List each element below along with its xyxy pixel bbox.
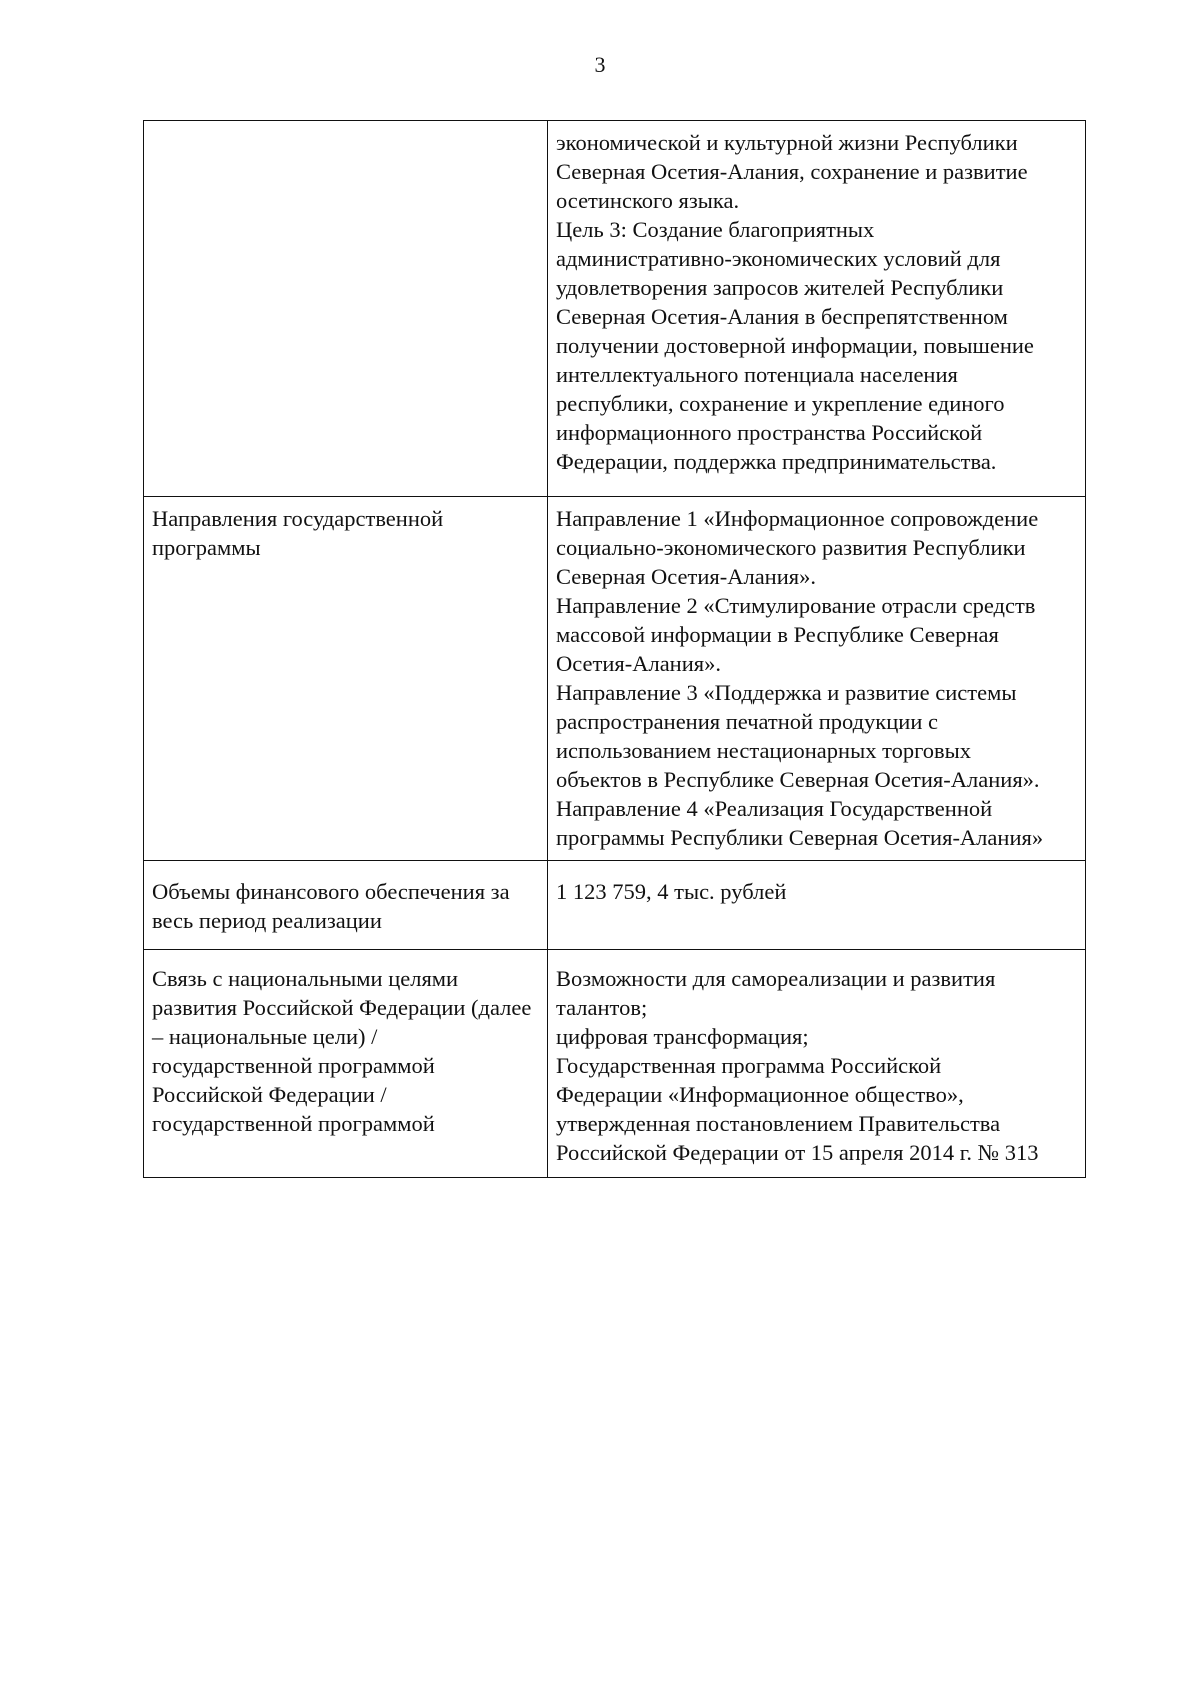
row-label-cell xyxy=(144,497,548,861)
cell-text-line: Северная Осетия-Алания, сохранение и развитие xyxy=(556,159,1028,184)
table-row-national-goals xyxy=(144,950,1086,1178)
row-label-cell xyxy=(144,861,548,950)
cell-text-line: Направление 4 «Реализация Государственной xyxy=(556,796,993,821)
cell-text-line: Направление 2 «Стимулирование отрасли средств xyxy=(556,593,1036,618)
cell-text-line: Государственная программа Российской xyxy=(556,1053,942,1078)
cell-text-line: Осетия-Алания». xyxy=(556,651,721,676)
cell-text-line: талантов; xyxy=(556,995,648,1020)
cell-text-line: Направление 3 «Поддержка и развитие системы xyxy=(556,680,1017,705)
cell-text-line: государственной программой xyxy=(152,1111,435,1136)
row-value-cell xyxy=(548,497,1086,861)
cell-text-line: Направление 1 «Информационное сопровождение xyxy=(556,506,1039,531)
cell-text-line: государственной программой xyxy=(152,1053,435,1078)
row-value-cell xyxy=(548,861,1086,950)
table-row-goals xyxy=(144,121,1086,497)
program-passport-table xyxy=(143,120,1086,1178)
cell-text-line: экономической и культурной жизни Республики xyxy=(556,130,1018,155)
cell-text-line: осетинского языка. xyxy=(556,188,740,213)
cell-text-line: административно-экономических условий для xyxy=(556,246,1001,271)
cell-text-line: информационного пространства Российской xyxy=(556,420,983,445)
table-row-funding xyxy=(144,861,1086,950)
table-row-directions xyxy=(144,497,1086,861)
cell-text-line: массовой информации в Республике Северная xyxy=(556,622,999,647)
cell-text-line: программы xyxy=(152,535,261,560)
cell-text-line: программы Республики Северная Осетия-Алания» xyxy=(556,825,1044,850)
cell-text-line: утвержденная постановлением Правительства xyxy=(556,1111,1001,1136)
cell-text-line: Объемы финансового обеспечения за xyxy=(152,879,510,904)
row-value-cell xyxy=(548,121,1086,497)
cell-text-line: развития Российской Федерации (далее xyxy=(152,995,532,1020)
cell-text-line: – национальные цели) / xyxy=(152,1024,378,1049)
cell-text-line: республики, сохранение и укрепление единого xyxy=(556,391,1005,416)
cell-text-line: распространения печатной продукции с xyxy=(556,709,938,734)
cell-text-line: Направления государственной xyxy=(152,506,444,531)
cell-text-line: социально-экономического развития Республики xyxy=(556,535,1026,560)
row-label-cell xyxy=(144,950,548,1178)
cell-text-line: Связь с национальными целями xyxy=(152,966,459,991)
cell-text-line: Возможности для самореализации и развития xyxy=(556,966,996,991)
cell-text-line: цифровая трансформация; xyxy=(556,1024,809,1049)
cell-text-line: Северная Осетия-Алания в беспрепятственном xyxy=(556,304,1008,329)
cell-text-line: Северная Осетия-Алания». xyxy=(556,564,816,589)
cell-text-line: весь период реализации xyxy=(152,908,382,933)
cell-text-line: удовлетворения запросов жителей Республики xyxy=(556,275,1004,300)
cell-text-line: интеллектуального потенциала населения xyxy=(556,362,958,387)
cell-text-line: 1 123 759, 4 тыс. рублей xyxy=(556,879,787,904)
cell-text-line: Федерации «Информационное общество», xyxy=(556,1082,964,1107)
row-value-cell xyxy=(548,950,1086,1178)
cell-text-line: Российской Федерации / xyxy=(152,1082,387,1107)
cell-text-line: использованием нестационарных торговых xyxy=(556,738,972,763)
row-label-cell xyxy=(144,121,548,497)
cell-text-line: Федерации, поддержка предпринимательства. xyxy=(556,449,997,474)
page-number: 3 xyxy=(594,52,606,77)
cell-text-line: объектов в Республике Северная Осетия-Алания». xyxy=(556,767,1040,792)
cell-text-line: Цель 3: Создание благоприятных xyxy=(556,217,875,242)
cell-text-line: Российской Федерации от 15 апреля 2014 г. № 313 xyxy=(556,1140,1039,1165)
cell-text-line: получении достоверной информации, повышение xyxy=(556,333,1034,358)
